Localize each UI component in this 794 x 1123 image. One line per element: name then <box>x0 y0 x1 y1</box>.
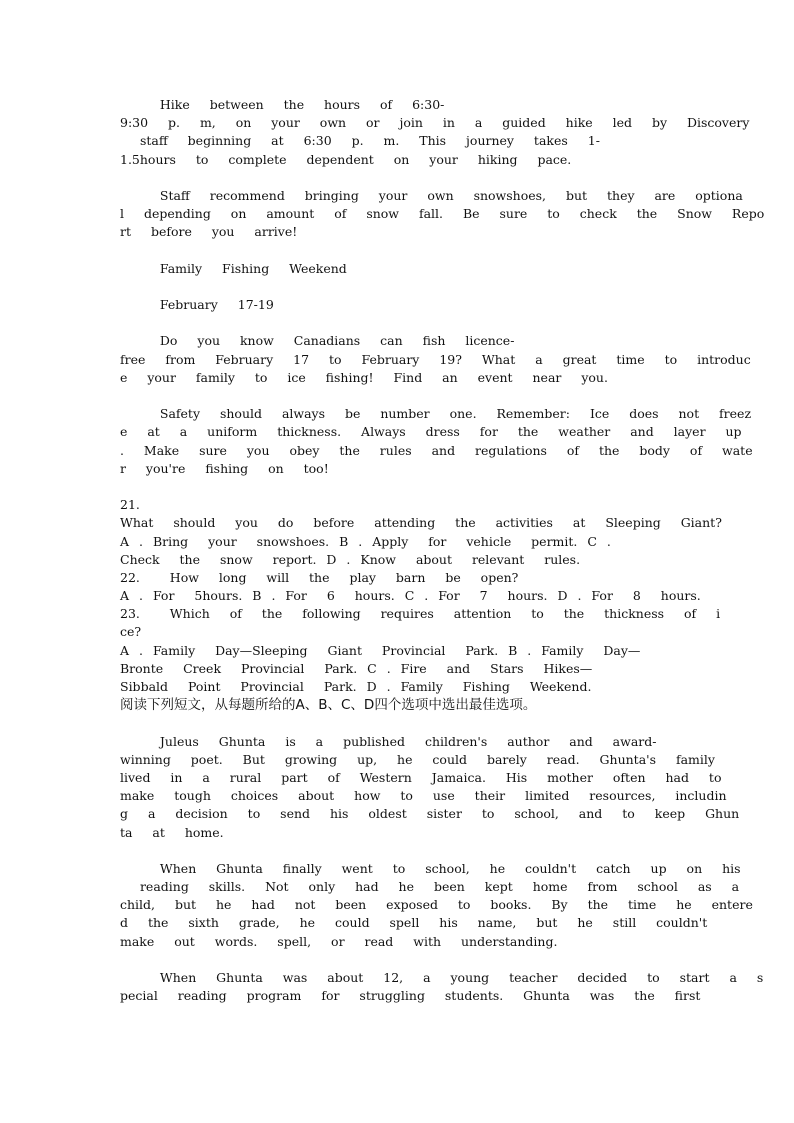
text-line: Staff recommend bringing your own snowshoes, but they are optiona <box>120 187 743 203</box>
text-line: g a decision to send his oldest sister to school, and to keep Ghun <box>120 806 740 822</box>
question-options: Sibbald Point Provincial Park. D . Family Fishing Weekend. <box>120 679 592 694</box>
text-line: e your family to ice fishing! Find an event near you. <box>120 369 608 385</box>
question-options: A . Bring your snowshoes. B . Apply for vehicle permit. C . <box>120 533 611 549</box>
hike-paragraph <box>120 96 750 169</box>
paragraph-gap <box>120 714 680 732</box>
paragraph-gap <box>120 842 680 860</box>
question-number: 21. <box>120 497 140 513</box>
paragraph-gap <box>120 478 680 496</box>
text-line: winning poet. But growing up, he could barely read. Ghunta's family <box>120 751 715 767</box>
text-line: r you're fishing on too! <box>120 460 329 476</box>
text-line: make tough choices about how to use their limited resources, includin <box>120 788 727 804</box>
paragraph-gap <box>120 387 680 405</box>
text-line: pecial reading program for struggling students. Ghunta was the first <box>120 988 701 1004</box>
text-line: 1.5hours to complete dependent on your hiking pace. <box>120 151 572 167</box>
text-line: e at a uniform thickness. Always dress for the weather and layer up <box>120 424 742 440</box>
ghunta-paragraph-2 <box>120 860 753 951</box>
fishing-paragraph <box>120 332 751 387</box>
question-options: A . Family Day—Sleeping Giant Provincial Park. B . Family Day— <box>120 642 641 658</box>
ghunta-paragraph-1 <box>120 733 740 842</box>
text-line: 9:30 p. m, on your own or join in a guided hike led by Discovery <box>120 115 750 131</box>
text-line: make out words. spell, or read with understanding. <box>120 933 558 949</box>
paragraph-gap <box>120 169 680 187</box>
text-line: staff beginning at 6:30 p. m. This journey takes 1- <box>120 133 600 149</box>
question-options: Bronte Creek Provincial Park. C . Fire and Stars Hikes— <box>120 660 593 676</box>
text-line: free from February 17 to February 19? What a great time to introduc <box>120 351 751 367</box>
questions-block <box>120 496 722 696</box>
event-date: February 17-19 <box>120 297 274 313</box>
text-line: . Make sure you obey the rules and regulations of the body of wate <box>120 442 753 458</box>
paragraph-gap <box>120 242 680 260</box>
text-line: lived in a rural part of Western Jamaica. His mother often had to <box>120 769 722 785</box>
text-line: l depending on amount of snow fall. Be sure to check the Snow Repo <box>120 206 765 222</box>
paragraph-gap <box>120 314 680 332</box>
section-instruction: 阅读下列短文，从每题所给的A、B、C、D四个选项中选出最佳选项。 <box>120 697 537 714</box>
paragraph-gap <box>120 278 680 296</box>
question-text: ce? <box>120 624 142 640</box>
text-line: d the sixth grade, he could spell his name, but he still couldn't <box>120 915 708 931</box>
text-line: Juleus Ghunta is a published children's author and award- <box>120 733 657 749</box>
text-line: rt before you arrive! <box>120 224 298 240</box>
paragraph-gap <box>120 951 680 969</box>
ghunta-paragraph-3 <box>120 969 764 1005</box>
text-line: child, but he had not been exposed to books. By the time he entere <box>120 897 753 913</box>
text-line: When Ghunta finally went to school, he couldn't catch up on his <box>120 860 741 876</box>
question-text: 23. Which of the following requires attention to the thickness of i <box>120 606 721 622</box>
question-text: What should you do before attending the activities at Sleeping Giant? <box>120 515 722 531</box>
safety-paragraph <box>120 405 753 478</box>
text-line: ta at home. <box>120 824 224 840</box>
question-options: Check the snow report. D . Know about relevant rules. <box>120 551 581 567</box>
text-line: Safety should always be number one. Remember: Ice does not freez <box>120 406 752 422</box>
document-body <box>120 96 765 1005</box>
text-line: Hike between the hours of 6:30- <box>120 97 445 112</box>
text-line: When Ghunta was about 12, a young teacher decided to start a s <box>120 970 764 985</box>
staff-paragraph <box>120 187 765 242</box>
question-text: 22. How long will the play barn be open? <box>120 569 519 585</box>
event-title: Family Fishing Weekend <box>120 260 347 276</box>
text-line: reading skills. Not only had he been kept home from school as a <box>120 879 740 895</box>
text-line: Do you know Canadians can fish licence- <box>120 333 515 349</box>
question-options: A . For 5hours. B . For 6 hours. C . For 7 hours. D . For 8 hours. <box>120 588 701 604</box>
